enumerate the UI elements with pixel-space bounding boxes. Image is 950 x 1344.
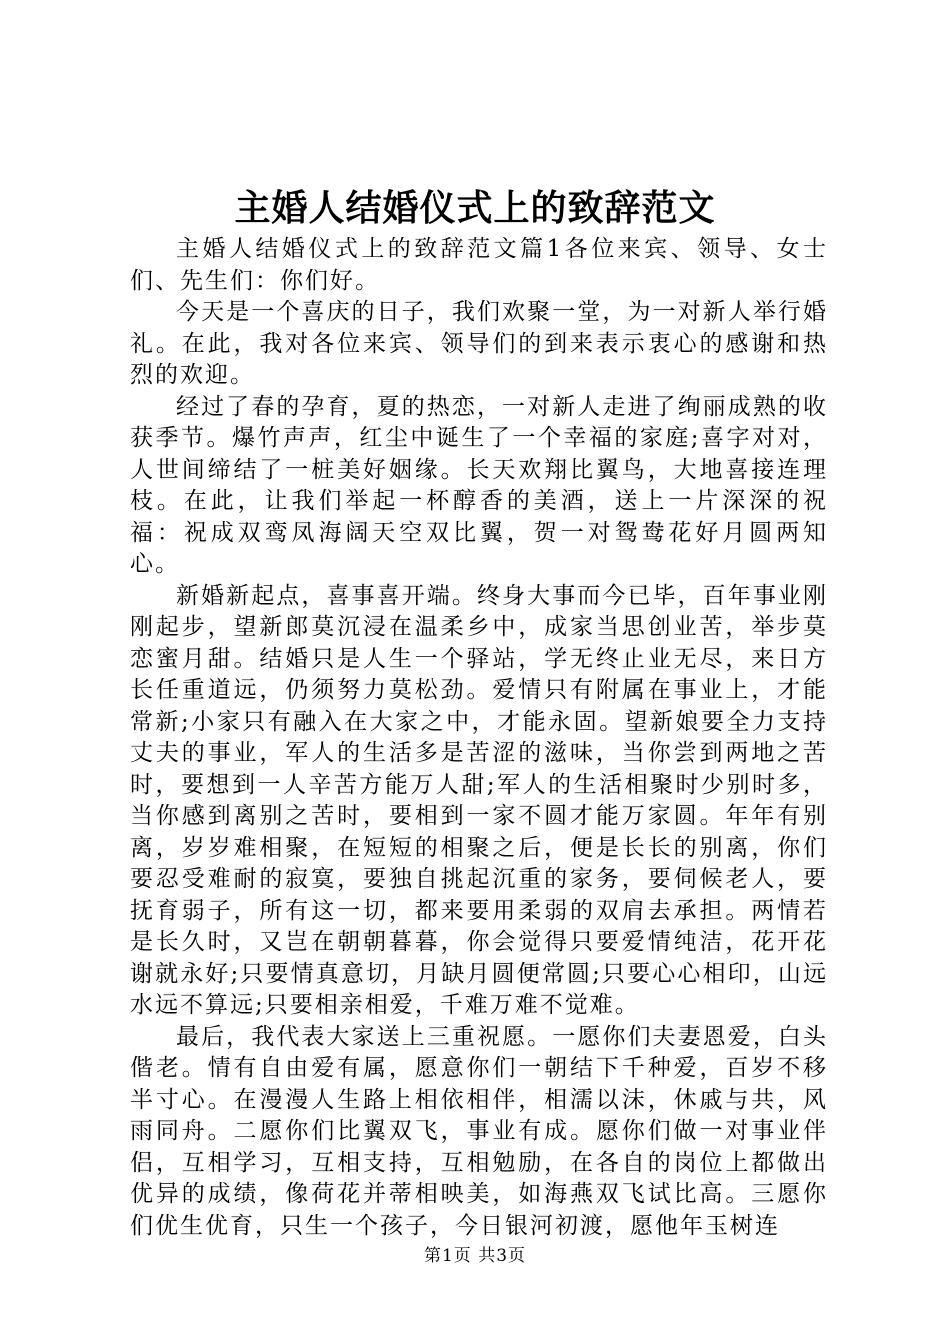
paragraph-4: 新婚新起点，喜事喜开端。终身大事而今已毕，百年事业刚刚起步，望新郎莫沉浸在温柔乡中，成家当思创业苦，举步莫恋蜜月甜。结婚只是人生一个驿站，学无终止业无尽，来日方长任重道远，仍须努力莫松劲。爱情只有附属在事业上，才能常新;小家只有融入在大家之中，才能永固。望新娘要全力支持丈夫的事业，军人的生活多是苦涩的滋味，当你尝到两地之苦时，要想到一人辛苦方能万人甜;军人的生活相聚时少别时多，当你感到离别之苦时，要相到一家不圆才能万家圆。年年有别离，岁岁难相聚，在短短的相聚之后，便是长长的别离，你们要忍受难耐的寂寞，要独自挑起沉重的家务，要伺候老人，要抚育弱子，所有这一切，都来要用柔弱的双肩去承担。两情若是长久时，又岂在朝朝暮暮，你会觉得只要爱情纯洁，花开花谢就永好;只要情真意切，月缺月圆便常圆;只要心心相印，山远水远不算远;只要相亲相爱，千难万难不觉难。 xyxy=(130,582,828,1018)
document-title: 主婚人结婚仪式上的致辞范文 xyxy=(234,187,716,229)
document-body xyxy=(130,234,828,1242)
page-footer: 第1页 共3页 xyxy=(423,1246,527,1266)
paragraph-1: 主婚人结婚仪式上的致辞范文篇1各位来宾、领导、女士们、先生们：你们好。 xyxy=(130,236,828,294)
paragraph-2: 今天是一个喜庆的日子，我们欢聚一堂，为一对新人举行婚礼。在此，我对各位来宾、领导们的到来表示衷心的感谢和热烈的欢迎。 xyxy=(130,299,828,388)
paragraph-5: 最后，我代表大家送上三重祝愿。一愿你们夫妻恩爱，白头偕老。情有自由爱有属，愿意你们一朝结下千种爱，百岁不移半寸心。在漫漫人生路上相依相伴，相濡以沫，休戚与共，风雨同舟。二愿你们比翼双飞，事业有成。愿你们做一对事业伴侣，互相学习，互相支持，互相勉励，在各自的岗位上都做出优异的成绩，像荷花并蒂相映美，如海燕双飞试比高。三愿你们优生优育，只生一个孩子，今日银河初渡，愿他年玉树连 xyxy=(130,1023,828,1239)
paragraph-3: 经过了春的孕育，夏的热恋，一对新人走进了绚丽成熟的收获季节。爆竹声声，红尘中诞生了一个幸福的家庭;喜字对对，人世间缔结了一桩美好姻缘。长天欢翔比翼鸟，大地喜接连理枝。在此，让我们举起一杯醇香的美酒，送上一片深深的祝福：祝成双鸾凤海阔天空双比翼，贺一对鸳鸯花好月圆两知心。 xyxy=(130,393,828,577)
